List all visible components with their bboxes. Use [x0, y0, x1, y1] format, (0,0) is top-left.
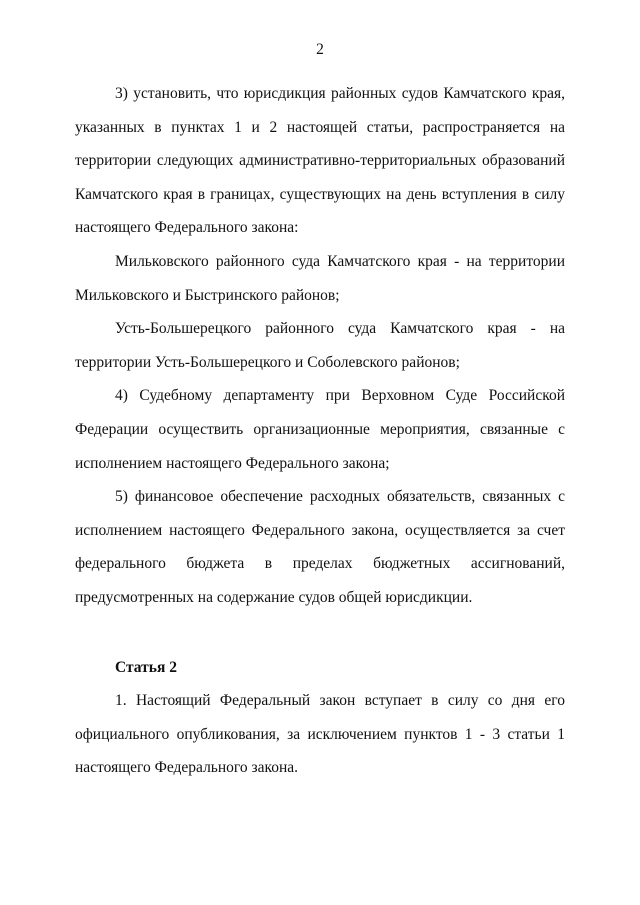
paragraph-judicial-department: 4) Судебному департаменту при Верховном Суде Российской Федерации осуществить организационные мероприятия, связанные с исполнением настоящего Федерального закона; [75, 387, 565, 472]
paragraph-entry-into-force: 1. Настоящий Федеральный закон вступает в силу со дня его официального опубликования, за исключением пунктов 1 - 3 статьи 1 настоящего Федерального закона. [75, 692, 565, 777]
paragraph-milkovo-court: Мильковского районного суда Камчатского края - на территории Мильковского и Быстринского районов; [75, 252, 565, 304]
paragraph-financing: 5) финансовое обеспечение расходных обязательств, связанных с исполнением настоящего Федерального закона, осуществляется за счет федерального бюджета в пределах бюджетных ассигнований, предусмотренных на содержание судов общей юрисдикции. [75, 488, 565, 606]
paragraph-ust-bolsheretsk-court: Усть-Большерецкого районного суда Камчатского края - на территории Усть-Большерецкого и Соболевского районов; [75, 320, 565, 371]
document-body [75, 77, 565, 785]
article-heading: Статья 2 [115, 658, 177, 676]
page-number: 2 [316, 41, 324, 58]
section-spacer [75, 615, 565, 651]
paragraph-jurisdiction: 3) установить, что юрисдикция районных судов Камчатского края, указанных в пунктах 1 и 2 настоящей статьи, распространяется на территории следующих административно-территориальных образований Камчатского края в границах, существующих на день вступления в силу настоящего Федерального закона: [75, 85, 565, 237]
